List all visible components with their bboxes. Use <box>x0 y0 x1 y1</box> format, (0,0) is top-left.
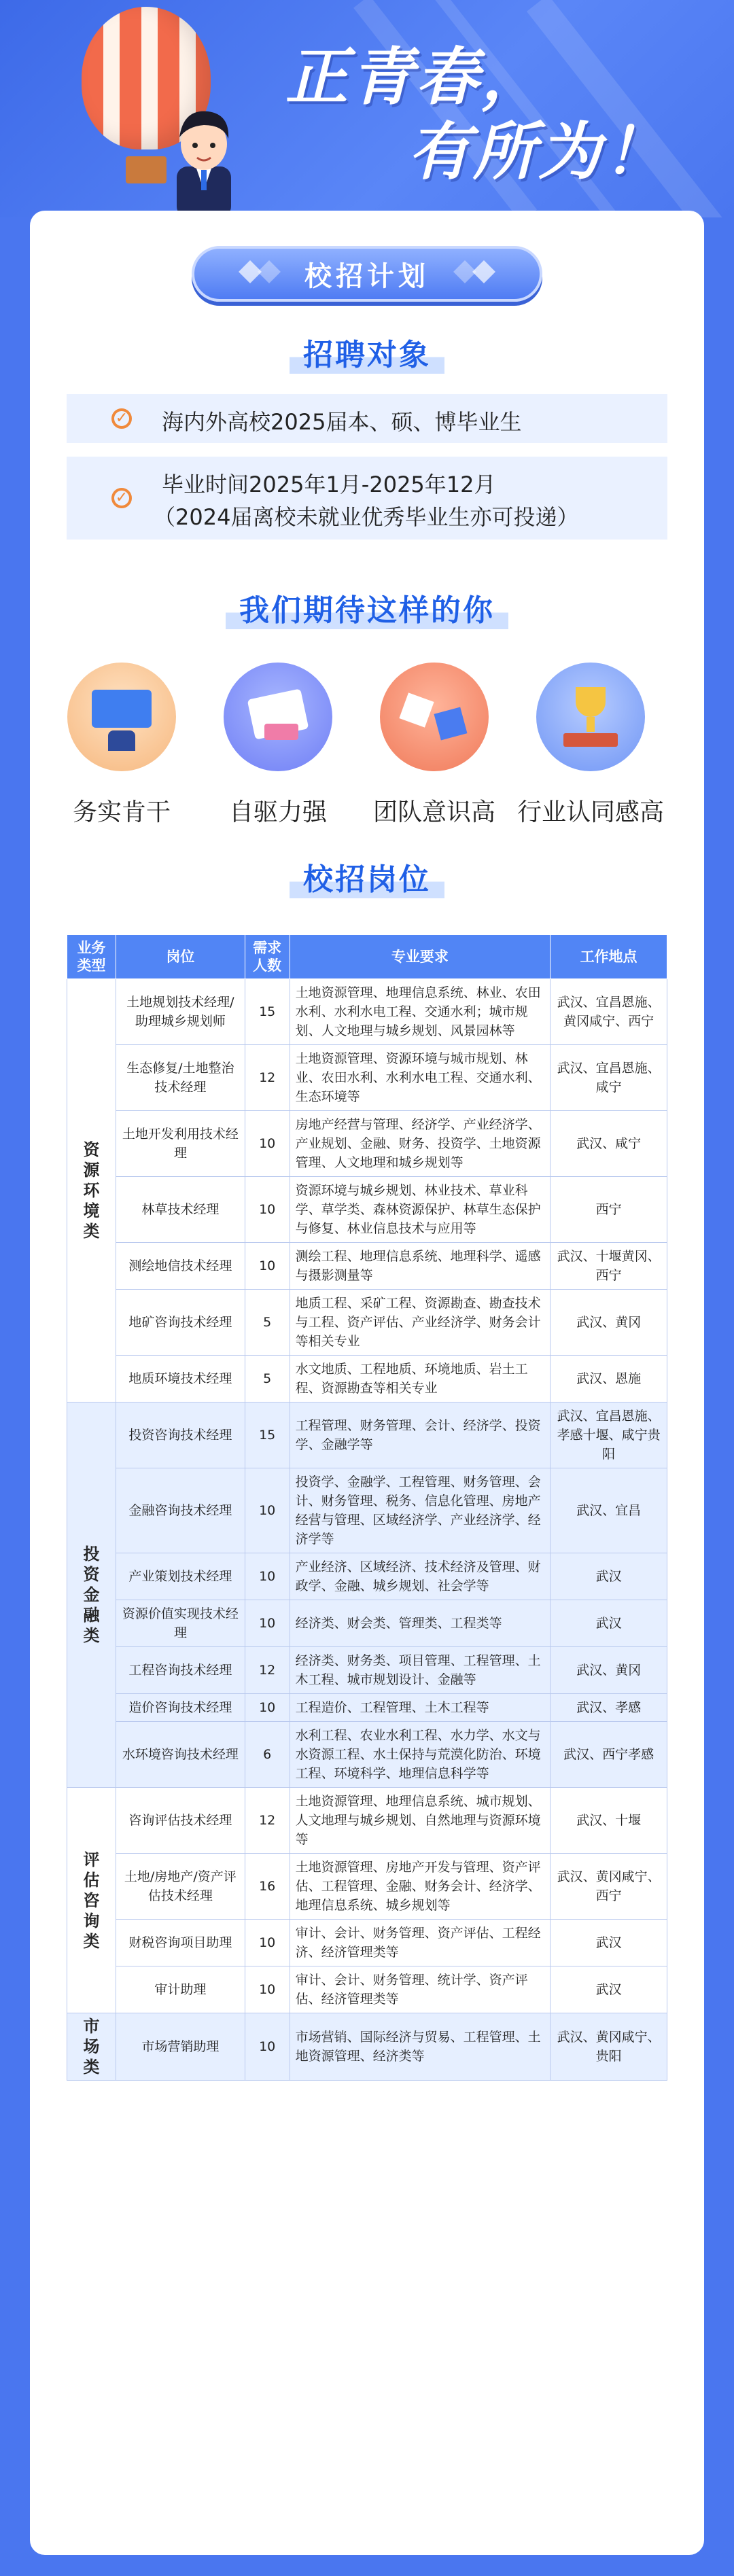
target-text: 海内外高校2025届本、硕、博毕业生 <box>162 409 522 435</box>
location-cell: 武汉、宜昌恩施、孝感十堰、咸宁贵阳 <box>550 1402 667 1468</box>
position-cell: 地质环境技术经理 <box>116 1356 245 1402</box>
count-cell: 10 <box>245 1553 290 1600</box>
table-row <box>67 1553 667 1600</box>
position-cell: 资源价值实现技术经理 <box>116 1600 245 1647</box>
header-position: 岗位 <box>116 935 245 979</box>
location-cell: 武汉、宜昌 <box>550 1468 667 1553</box>
table-row <box>67 1788 667 1854</box>
table-row <box>67 979 667 1045</box>
count-cell: 10 <box>245 1243 290 1290</box>
position-cell: 市场营销助理 <box>116 2013 245 2081</box>
diamond-icon <box>472 260 495 283</box>
position-cell: 咨询评估技术经理 <box>116 1788 245 1854</box>
location-cell: 西宁 <box>550 1177 667 1243</box>
table-row <box>67 1647 667 1694</box>
category-cell: 投 资 金 融 类 <box>67 1402 116 1788</box>
count-cell: 5 <box>245 1290 290 1356</box>
majors-cell: 投资学、金融学、工程管理、财务管理、会计、财务管理、税务、信息化管理、房地产经营与管理、区域经济学、产业经济学、经济学等 <box>290 1468 550 1553</box>
positions-table <box>67 934 667 2081</box>
table-row <box>67 1600 667 1647</box>
header-category: 业务类型 <box>67 935 116 979</box>
category-cell: 评 估 咨 询 类 <box>67 1788 116 2013</box>
majors-cell: 房地产经营与管理、经济学、产业经济学、产业规划、金融、财务、投资学、土地资源管理、人文地理和城乡规划等 <box>290 1111 550 1177</box>
trait-label: 行业认同感高 <box>517 798 664 826</box>
table-row <box>67 1722 667 1788</box>
location-cell: 武汉、西宁孝感 <box>550 1722 667 1788</box>
location-cell: 武汉、黄冈咸宁、西宁 <box>550 1854 667 1920</box>
trait-item <box>43 663 200 828</box>
slogan-line-2: 有所为！ <box>408 116 669 188</box>
location-cell: 武汉、十堰 <box>550 1788 667 1854</box>
majors-cell: 市场营销、国际经济与贸易、工程管理、土地资源管理、经济类等 <box>290 2013 550 2081</box>
position-cell: 土地开发利用技术经理 <box>116 1111 245 1177</box>
location-cell: 武汉、宜昌恩施、黄冈咸宁、西宁 <box>550 979 667 1045</box>
position-cell: 土地规划技术经理/助理城乡规划师 <box>116 979 245 1045</box>
table-row <box>67 1290 667 1356</box>
table-row <box>67 1468 667 1553</box>
check-circle-icon: ✓ <box>111 408 132 429</box>
position-cell: 测绘地信技术经理 <box>116 1243 245 1290</box>
table-row <box>67 2013 667 2081</box>
location-cell: 武汉 <box>550 1920 667 1966</box>
campus-plan-label: 校招计划 <box>304 260 430 292</box>
count-cell: 10 <box>245 2013 290 2081</box>
location-cell: 武汉、宜昌恩施、咸宁 <box>550 1045 667 1111</box>
table-row <box>67 1177 667 1243</box>
count-cell: 16 <box>245 1854 290 1920</box>
position-cell: 产业策划技术经理 <box>116 1553 245 1600</box>
majors-cell: 经济类、财务类、项目管理、工程管理、土木工程、城市规划设计、金融等 <box>290 1647 550 1694</box>
trait-item <box>200 663 356 828</box>
location-cell: 武汉、孝感 <box>550 1694 667 1722</box>
location-cell: 武汉、黄冈咸宁、贵阳 <box>550 2013 667 2081</box>
majors-cell: 土地资源管理、资源环境与城市规划、林业、农田水利、水利水电工程、交通水利、生态环境等 <box>290 1045 550 1111</box>
location-cell: 武汉、黄冈 <box>550 1647 667 1694</box>
table-body <box>67 979 667 2081</box>
position-cell: 林草技术经理 <box>116 1177 245 1243</box>
position-cell: 投资咨询技术经理 <box>116 1402 245 1468</box>
position-cell: 生态修复/土地整治技术经理 <box>116 1045 245 1111</box>
count-cell: 10 <box>245 1694 290 1722</box>
majors-cell: 水文地质、工程地质、环境地质、岩土工程、资源勘查等相关专业 <box>290 1356 550 1402</box>
majors-cell: 水利工程、农业水利工程、水力学、水文与水资源工程、水土保持与荒漠化防治、环境工程、环境科学、地理信息科学等 <box>290 1722 550 1788</box>
target-item <box>67 394 667 443</box>
check-circle-icon: ✓ <box>111 488 132 508</box>
count-cell: 15 <box>245 979 290 1045</box>
location-cell: 武汉 <box>550 1600 667 1647</box>
location-cell: 武汉、咸宁 <box>550 1111 667 1177</box>
section-title-target: 招聘对象 <box>0 330 734 374</box>
balloon-basket-icon <box>126 156 167 183</box>
location-cell: 武汉、十堰黄冈、西宁 <box>550 1243 667 1290</box>
majors-cell: 地质工程、采矿工程、资源勘查、勘查技术与工程、资产评估、产业经济学、财务会计等相关专业 <box>290 1290 550 1356</box>
majors-cell: 土地资源管理、房地产开发与管理、资产评估、工程管理、金融、财务会计、经济学、地理信息系统、城乡规划等 <box>290 1854 550 1920</box>
majors-cell: 资源环境与城乡规划、林业技术、草业科学、草学类、森林资源保护、林草生态保护与修复、林业信息技术与应用等 <box>290 1177 550 1243</box>
mascot-person-icon <box>163 102 245 217</box>
table-row <box>67 1920 667 1966</box>
location-cell: 武汉、黄冈 <box>550 1290 667 1356</box>
table-row <box>67 1402 667 1468</box>
teamwork-icon <box>380 663 489 771</box>
count-cell: 10 <box>245 1600 290 1647</box>
hero-banner <box>0 0 734 217</box>
header-count: 需求人数 <box>245 935 290 979</box>
count-cell: 12 <box>245 1788 290 1854</box>
position-cell: 地矿咨询技术经理 <box>116 1290 245 1356</box>
count-cell: 15 <box>245 1402 290 1468</box>
location-cell: 武汉、恩施 <box>550 1356 667 1402</box>
count-cell: 6 <box>245 1722 290 1788</box>
target-item <box>67 457 667 540</box>
table-row <box>67 1243 667 1290</box>
slogan <box>285 27 693 188</box>
table-row <box>67 1854 667 1920</box>
count-cell: 10 <box>245 1468 290 1553</box>
position-cell: 造价咨询技术经理 <box>116 1694 245 1722</box>
majors-cell: 测绘工程、地理信息系统、地理科学、遥感与摄影测量等 <box>290 1243 550 1290</box>
target-text-line2: （2024届离校未就业优秀毕业生亦可投递） <box>154 504 579 530</box>
position-cell: 水环境咨询技术经理 <box>116 1722 245 1788</box>
table-header-row <box>67 935 667 979</box>
table-row <box>67 1111 667 1177</box>
count-cell: 10 <box>245 1966 290 2013</box>
count-cell: 10 <box>245 1111 290 1177</box>
diamond-icon <box>258 260 281 283</box>
position-cell: 土地/房地产/资产评估技术经理 <box>116 1854 245 1920</box>
count-cell: 12 <box>245 1045 290 1111</box>
position-cell: 工程咨询技术经理 <box>116 1647 245 1694</box>
trophy-icon <box>536 663 645 771</box>
position-cell: 审计助理 <box>116 1966 245 2013</box>
majors-cell: 土地资源管理、地理信息系统、林业、农田水利、水利水电工程、交通水利；城市规划、人文地理与城乡规划、风景园林等 <box>290 979 550 1045</box>
category-cell: 资 源 环 境 类 <box>67 979 116 1402</box>
count-cell: 12 <box>245 1647 290 1694</box>
campus-plan-badge <box>192 246 542 302</box>
trait-item <box>512 663 669 828</box>
section-title-expect: 我们期待这样的你 <box>0 586 734 629</box>
table-row <box>67 1356 667 1402</box>
table-row <box>67 1694 667 1722</box>
location-cell: 武汉 <box>550 1966 667 2013</box>
majors-cell: 工程管理、财务管理、会计、经济学、投资学、金融学等 <box>290 1402 550 1468</box>
motivation-icon <box>224 663 332 771</box>
section-title-posts: 校招岗位 <box>0 855 734 898</box>
position-cell: 金融咨询技术经理 <box>116 1468 245 1553</box>
majors-cell: 工程造价、工程管理、土木工程等 <box>290 1694 550 1722</box>
location-cell: 武汉 <box>550 1553 667 1600</box>
header-majors: 专业要求 <box>290 935 550 979</box>
trait-label: 务实肯干 <box>72 798 171 826</box>
count-cell: 5 <box>245 1356 290 1402</box>
table-row <box>67 1966 667 2013</box>
majors-cell: 经济类、财会类、管理类、工程类等 <box>290 1600 550 1647</box>
trait-label: 团队意识高 <box>372 798 495 826</box>
majors-cell: 审计、会计、财务管理、统计学、资产评估、经济管理类等 <box>290 1966 550 2013</box>
majors-cell: 土地资源管理、地理信息系统、城市规划、人文地理与城乡规划、自然地理与资源环境等 <box>290 1788 550 1854</box>
count-cell: 10 <box>245 1920 290 1966</box>
majors-cell: 审计、会计、财务管理、资产评估、工程经济、经济管理类等 <box>290 1920 550 1966</box>
trait-label: 自驱力强 <box>228 798 327 826</box>
trait-item <box>356 663 512 828</box>
table-row <box>67 1045 667 1111</box>
header-location: 工作地点 <box>550 935 667 979</box>
target-text-line1: 毕业时间2025年1月-2025年12月 <box>162 472 496 497</box>
category-cell: 市 场 类 <box>67 2013 116 2081</box>
count-cell: 10 <box>245 1177 290 1243</box>
slogan-line-1: 正青春， <box>285 41 547 113</box>
position-cell: 财税咨询项目助理 <box>116 1920 245 1966</box>
worker-icon <box>67 663 176 771</box>
majors-cell: 产业经济、区域经济、技术经济及管理、财政学、金融、城乡规划、社会学等 <box>290 1553 550 1600</box>
